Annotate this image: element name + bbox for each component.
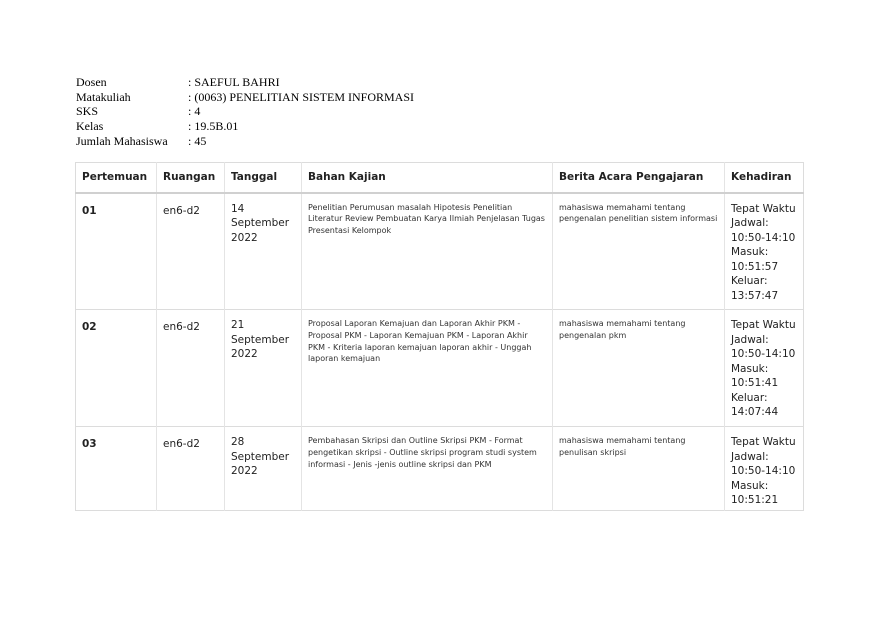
cell-tanggal: 28 September 2022 [225,427,302,511]
table-row [76,310,804,427]
info-row-matakuliah [76,90,414,105]
header-tanggal: Tanggal [225,163,302,193]
attendance-status: Tepat Waktu [731,436,796,448]
cell-berita-acara: mahasiswa memahami tentang pengenalan penelitian sistem informasi [553,193,725,310]
header-kehadiran: Kehadiran [725,163,804,193]
header-pertemuan: Pertemuan [82,171,148,184]
attendance-table [75,162,804,511]
cell-bahan-kajian: Pembahasan Skripsi dan Outline Skripsi PKM - Format pengetikan skripsi - Outline skripsi program studi system informasi - Jenis -jenis outline skripsi dan PKM [302,427,553,511]
cell-pertemuan: 03 [82,438,97,450]
attendance-masuk: Masuk: 10:51:21 [731,479,779,506]
cell-berita-acara: mahasiswa memahami tentang penulisan skripsi [553,427,725,511]
info-value: : 45 [188,134,206,149]
cell-tanggal: 21 September 2022 [225,310,302,427]
cell-pertemuan: 02 [82,321,97,333]
cell-bahan-kajian: Penelitian Perumusan masalah Hipotesis Penelitian Literatur Review Pembuatan Karya Ilmiah Penjelasan Tugas Presentasi Kelompok [302,193,553,310]
cell-bahan-kajian: Proposal Laporan Kemajuan dan Laporan Akhir PKM - Proposal PKM - Laporan Kemajuan PKM - Laporan Akhir PKM - Kriteria laporan kemajuan laporan akhir - Unggah laporan kemajuan [302,310,553,427]
header-berita-acara: Berita Acara Pengajaran [553,163,725,193]
cell-kehadiran [725,193,804,310]
cell-ruangan: en6-d2 [157,193,225,310]
table-row [76,427,804,511]
attendance-masuk: Masuk: 10:51:41 [731,362,779,389]
attendance-masuk: Masuk: 10:51:57 [731,246,779,273]
cell-pertemuan: 01 [82,204,97,217]
attendance-jadwal: Jadwal: 10:50-14:10 [731,333,796,360]
header-ruangan: Ruangan [157,163,225,193]
attendance-keluar: Keluar: 13:57:47 [731,275,779,302]
info-value: : SAEFUL BAHRI [188,75,280,90]
info-value: : 4 [188,104,200,119]
cell-kehadiran [725,427,804,511]
table-header-row [76,163,804,193]
attendance-keluar: Keluar: 14:07:44 [731,391,779,418]
info-label: SKS [76,104,99,119]
table-row [76,193,804,310]
course-info [76,75,414,149]
info-value: : (0063) PENELITIAN SISTEM INFORMASI [188,90,414,105]
attendance-status: Tepat Waktu [731,202,796,215]
cell-ruangan: en6-d2 [157,310,225,427]
info-row-sks [76,104,414,119]
header-bahan-kajian: Bahan Kajian [302,163,553,193]
cell-kehadiran [725,310,804,427]
info-label: Matakuliah [76,89,131,104]
info-row-kelas [76,119,414,134]
info-label: Kelas [76,119,104,134]
cell-ruangan: en6-d2 [157,427,225,511]
info-value: : 19.5B.01 [188,119,238,134]
info-row-dosen [76,75,414,90]
attendance-jadwal: Jadwal: 10:50-14:10 [731,217,796,244]
cell-tanggal: 14 September 2022 [225,193,302,310]
attendance-jadwal: Jadwal: 10:50-14:10 [731,450,796,477]
info-row-jumlah-mahasiswa [76,134,414,149]
attendance-status: Tepat Waktu [731,319,796,331]
info-label: Jumlah Mahasiswa [76,133,168,148]
info-label: Dosen [76,75,107,89]
cell-berita-acara: mahasiswa memahami tentang pengenalan pkm [553,310,725,427]
